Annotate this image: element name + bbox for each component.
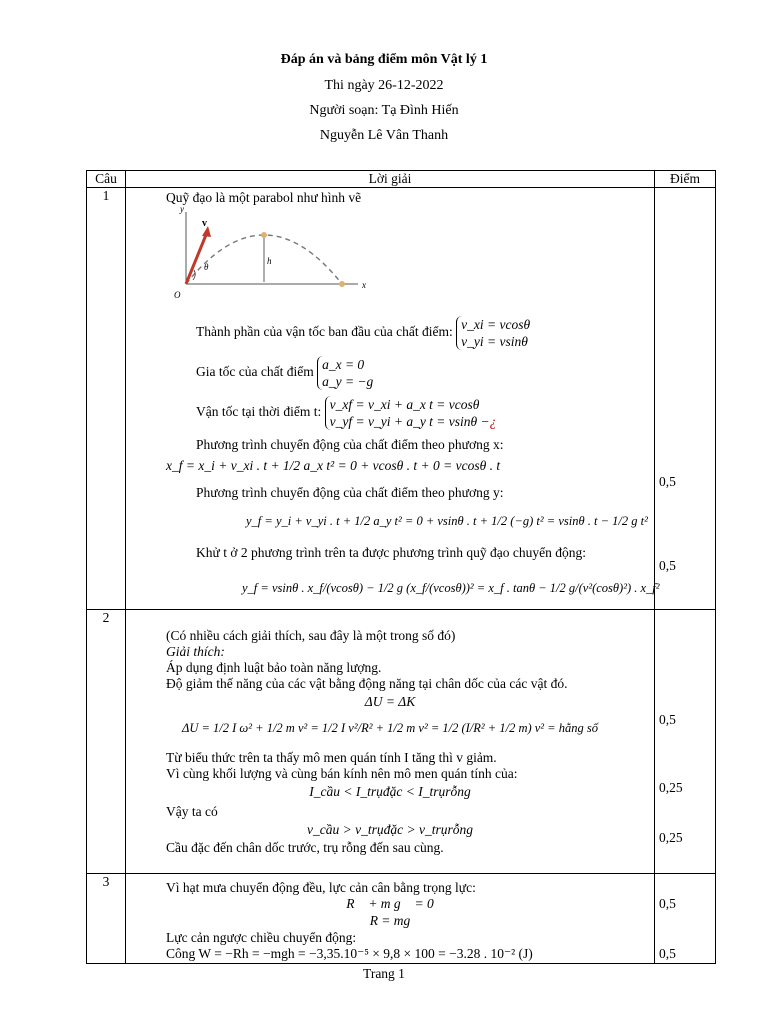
q1-trajectory-equation: y_f = vsinθ . x_f/(vcosθ) − 1/2 g (x_f/(vcosθ))² = x_f . tanθ − 1/2 g/(v²(cosθ)²) . x_f²	[242, 581, 660, 595]
solution-cell	[126, 188, 660, 610]
fig-h-label: h	[267, 256, 272, 266]
table-header-row	[87, 171, 716, 188]
fig-v-label: v	[202, 218, 207, 229]
fig-theta-label: θ	[204, 262, 209, 272]
eq-vyf: v_yf = v_yi + a_y t = vsinθ −	[329, 413, 490, 429]
document-title: Đáp án và bảng điểm môn Vật lý 1	[280, 52, 488, 67]
exam-date: Thi ngày 26-12-2022	[324, 78, 444, 93]
projectile-figure	[166, 204, 386, 304]
question-number: 3	[87, 874, 126, 964]
header-question: Câu	[87, 171, 126, 188]
eq-vyi: v_yi = vsinθ	[461, 333, 528, 349]
q1-initial-velocity-text: Thành phần của vận tốc ban đầu của chất điểm:	[196, 324, 453, 339]
q2-eq-velocity-order: v_cầu > v_trụđặc > v_trụrỗng	[307, 822, 473, 837]
q2-eq-du-dk: ΔU = ΔK	[364, 694, 416, 709]
q3-line-balance: Vì hạt mưa chuyển động đều, lực cản cân bằng trọng lực:	[166, 880, 476, 895]
points-cell	[655, 610, 716, 874]
eq-vxf: v_xf = v_xi + a_x t = vcosθ	[329, 396, 480, 412]
q2-point-3: 0,25	[659, 830, 683, 845]
q1-initial-velocity	[196, 312, 530, 352]
q1-point-1: 0,5	[659, 474, 676, 489]
fig-origin-label: O	[174, 290, 181, 300]
q1-acceleration-text: Gia tốc của chất điểm	[196, 364, 314, 379]
fig-x-label: x	[362, 280, 366, 290]
q2-point-1: 0,5	[659, 712, 676, 727]
question-row-2	[87, 610, 716, 874]
q3-eq-vector: R⃗ + m g⃗ = 0	[346, 896, 434, 911]
eq-ay: a_y = −g	[322, 373, 374, 389]
q1-velocity-text: Vận tốc tại thời điểm t:	[196, 404, 322, 419]
q3-eq-r-mg: R = mg	[369, 913, 411, 928]
solution-cell	[126, 874, 655, 964]
question-number: 2	[87, 610, 126, 874]
solution-cell	[126, 610, 655, 874]
q2-eq-inertia-order: I_cầu < I_trụđặc < I_trụrỗng	[309, 784, 471, 799]
points-cell	[655, 874, 716, 964]
eq-vxi: v_xi = vcosθ	[461, 316, 531, 332]
q1-x-motion-label: Phương trình chuyển động của chất điểm theo phương x:	[196, 437, 504, 452]
author-line-2: Nguyễn Lê Vân Thanh	[319, 128, 449, 143]
points-cell	[655, 188, 716, 610]
page-footer: Trang 1	[363, 966, 405, 981]
q1-y-motion-label: Phương trình chuyển động của chất điểm theo phương y:	[196, 485, 504, 500]
q1-y-motion-equation: y_f = y_i + v_yi . t + 1/2 a_y t² = 0 + vsinθ . t + 1/2 (−g) t² = vsinθ . t − 1/2 g t²	[246, 514, 648, 528]
q2-line-mass: Vì cùng khối lượng và cùng bán kính nên mô men quán tính của:	[166, 766, 518, 781]
question-row-3	[87, 874, 716, 964]
q2-eq-energy: ΔU = 1/2 I ω² + 1/2 m v² = 1/2 I v²/R² + 1/2 m v² = 1/2 (I/R² + 1/2 m) v² = hằng số	[182, 721, 598, 735]
q1-point-2: 0,5	[659, 558, 676, 573]
answer-table	[86, 170, 716, 964]
q1-acceleration	[196, 354, 373, 390]
header-solution: Lời giải	[126, 171, 655, 188]
q1-x-motion-equation: x_f = x_i + v_xi . t + 1/2 a_x t² = 0 + vcosθ . t + 0 = vcosθ . t	[166, 458, 501, 473]
question-number: 1	[87, 188, 126, 610]
q3-point-1: 0,5	[659, 896, 676, 911]
q2-line-potential: Độ giảm thế năng của các vật bằng động năng tại chân dốc của các vật đó.	[166, 676, 568, 691]
q2-point-2: 0,25	[659, 780, 683, 795]
q2-line-so: Vậy ta có	[166, 804, 218, 819]
q2-line-energy: Áp dụng định luật bảo toàn năng lượng.	[166, 660, 382, 675]
q2-note: (Có nhiều cách giải thích, sau đây là một trong số đó)	[166, 628, 456, 643]
q2-explanation-label: Giải thích:	[166, 644, 225, 659]
question-row-1	[87, 188, 716, 610]
q3-eq-work: Công W = −Rh = −mgh = −3,35.10⁻⁵ × 9,8 × 100 = −3.28 . 10⁻² (J)	[166, 946, 533, 961]
q1-velocity-t	[196, 394, 496, 430]
q2-line-inertia: Từ biểu thức trên ta thấy mô men quán tính I tăng thì v giảm.	[166, 750, 497, 765]
author-line-1: Người soạn: Tạ Đình Hiến	[309, 103, 459, 118]
eq-ax: a_x = 0	[322, 356, 365, 372]
q3-point-2: 0,5	[659, 946, 676, 961]
q1-trajectory-label: Khử t ở 2 phương trình trên ta được phương trình quỹ đạo chuyển động:	[196, 545, 587, 560]
header-points: Điểm	[655, 171, 716, 188]
q2-conclusion: Cầu đặc đến chân dốc trước, trụ rỗng đến sau cùng.	[166, 840, 444, 855]
q3-line-drag: Lực cản ngược chiều chuyển động:	[166, 930, 357, 945]
missing-glyph-mark: ¿	[489, 413, 497, 429]
q1-intro: Quỹ đạo là một parabol như hình vẽ	[166, 190, 362, 205]
fig-y-label: y	[180, 204, 184, 214]
